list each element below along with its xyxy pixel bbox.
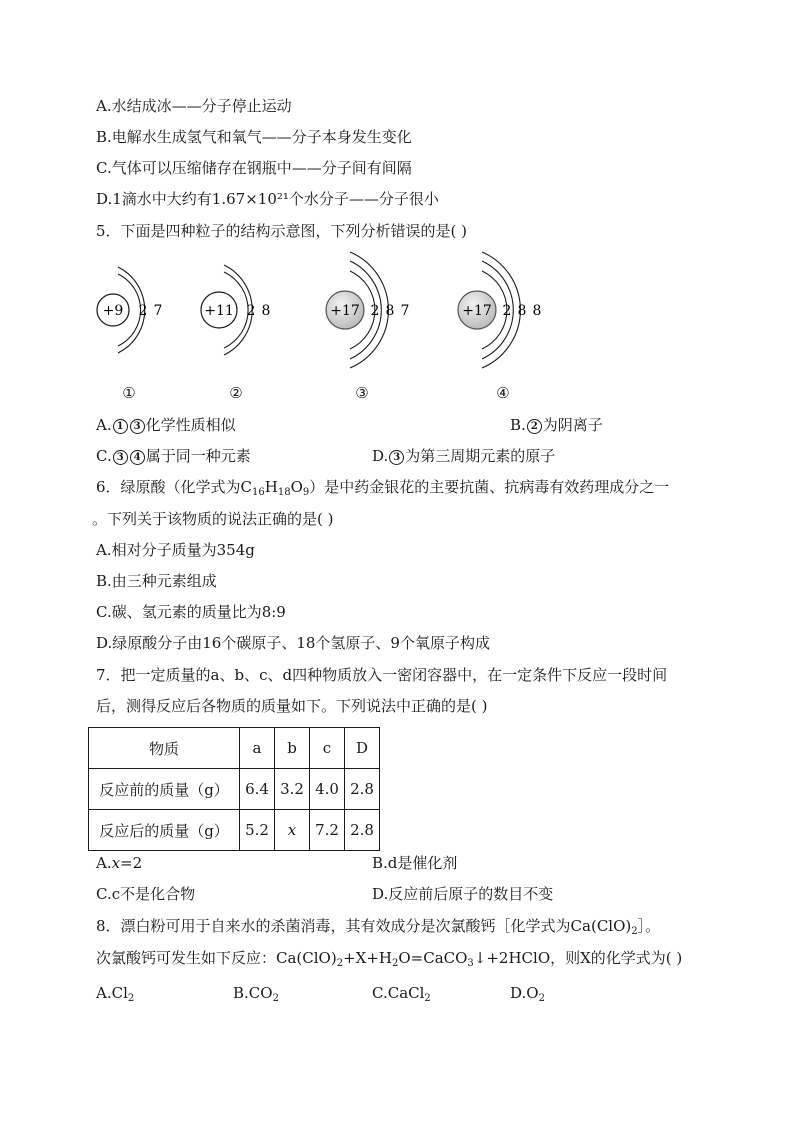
particle-2-label: ② — [229, 384, 243, 402]
q5-option-c: C. 3 4 属于同一种元素 — [96, 447, 251, 465]
particle-3-shell-3-electrons: 7 — [400, 303, 410, 319]
q7-stem-line2: 后，测得反应后各物质的质量如下。下列说法中正确的是( ) — [96, 697, 488, 715]
q5-option-a: A. 1 3 化学性质相似 — [96, 416, 236, 434]
atomic-structure-diagrams — [80, 240, 640, 400]
q4-option-a: A.水结成冰——分子停止运动 — [96, 97, 292, 115]
particle-2-shell-2-electrons: 8 — [261, 303, 271, 319]
q5-stem: 5．下面是四种粒子的结构示意图，下列分析错误的是( ) — [96, 222, 468, 240]
particle-4-label: ④ — [496, 384, 510, 402]
table-cell: 2.8 — [345, 810, 380, 851]
table-cell: 3.2 — [275, 769, 310, 810]
particle-diagrams-svg — [80, 240, 640, 380]
particle-2-nucleus-charge: +11 — [204, 303, 234, 319]
particle-3-nucleus-charge: +17 — [330, 303, 360, 319]
particle-4-shell-1-electrons: 2 — [502, 303, 512, 319]
particle-2-diagram — [201, 265, 270, 355]
circled-3: 3 — [130, 419, 145, 434]
q7-stem: 7．把一定质量的a、b、c、d四种物质放入一密闭容器中，在一定条件下反应一段时间 — [96, 666, 668, 684]
table-cell: x — [275, 810, 310, 851]
particle-1-shell-2-electrons: 7 — [153, 303, 163, 319]
particle-4-shell-2-electrons: 8 — [517, 303, 527, 319]
circled-3: 3 — [389, 450, 404, 465]
particle-3-shell-1-electrons: 2 — [370, 303, 380, 319]
q8-equation-line: 次氯酸钙可发生如下反应：$Ca(ClO)_2+X+H_2O=CaCO_3↓+2HClO$，则X的化学式为( ) — [96, 949, 683, 969]
q6-option-b: B.由三种元素组成 — [96, 572, 217, 590]
particle-4-diagram — [458, 252, 541, 368]
q5-option-b: B. 2 为阴离子 — [510, 416, 603, 434]
circled-1: 1 — [113, 419, 128, 434]
q5-option-d: D. 3 为第三周期元素的原子 — [372, 447, 556, 465]
q4-option-b: B.电解水生成氢气和氧气——分子本身发生变化 — [96, 128, 412, 146]
q6-option-d: D.绿原酸分子由16个碳原子、18个氢原子、9个氧原子构成 — [96, 634, 490, 652]
table-cell: 5.2 — [240, 810, 275, 851]
q6-option-c: C.碳、氢元素的质量比为8:9 — [96, 603, 286, 621]
table-header-cell: c — [310, 728, 345, 769]
q8-option-a: $A.Cl_2$ — [96, 984, 135, 1004]
q8-option-c: C.CaCl$_2$ — [372, 984, 431, 1004]
particle-1-shell-1-electrons: 2 — [138, 303, 148, 319]
particle-4-nucleus-charge: +17 — [462, 303, 492, 319]
q8-stem: 8．漂白粉可用于自来水的杀菌消毒，其有效成分是次氯酸钙［化学式为$Ca(ClO)_2]$。 — [96, 917, 661, 937]
q8-option-d: $D.O_2$ — [510, 984, 545, 1004]
table-header-cell: b — [275, 728, 310, 769]
particle-1-label: ① — [122, 384, 136, 402]
q7-option-a: A.x=2 — [96, 854, 143, 872]
table-row — [89, 810, 380, 851]
q4-option-c: C.气体可以压缩储存在钢瓶中——分子间有间隔 — [96, 159, 412, 177]
particle-3-diagram — [326, 252, 409, 368]
particle-2-shell-1-electrons: 2 — [246, 303, 256, 319]
circled-3: 3 — [113, 450, 128, 465]
table-header-cell: a — [240, 728, 275, 769]
table-cell: 4.0 — [310, 769, 345, 810]
q7-option-b: B.d是催化剂 — [372, 854, 458, 872]
table-cell: 6.4 — [240, 769, 275, 810]
table-row — [89, 769, 380, 810]
q6-stem: 6．绿原酸（化学式为$C_{16}H_{18}O_9$）是中药金银花的主要抗菌、抗病毒有效药理成分之一 — [96, 478, 670, 498]
circled-4: 4 — [130, 450, 145, 465]
table-header-cell: D — [345, 728, 380, 769]
table-cell: 7.2 — [310, 810, 345, 851]
table-cell: 反应后的质量（g） — [89, 810, 240, 851]
particle-3-label: ③ — [355, 384, 369, 402]
q6-option-a: A.相对分子质量为354g — [96, 541, 255, 559]
q8-option-b: $B.CO_2$ — [233, 984, 279, 1004]
particle-3-shell-2-electrons: 8 — [385, 303, 395, 319]
table-cell: 2.8 — [345, 769, 380, 810]
q4-option-d: D.1滴水中大约有1.67×10²¹个水分子——分子很小 — [96, 190, 439, 208]
particle-4-shell-3-electrons: 8 — [532, 303, 542, 319]
circled-2: 2 — [527, 419, 542, 434]
table-cell: 反应前的质量（g） — [89, 769, 240, 810]
q7-option-c: C.c不是化合物 — [96, 885, 196, 903]
particle-1-diagram — [97, 267, 162, 353]
q6-stem-line2: 。下列关于该物质的说法正确的是( ) — [92, 510, 334, 528]
table-header-cell: 物质 — [89, 728, 240, 769]
table-header-row — [89, 728, 380, 769]
q7-mass-table — [88, 727, 380, 851]
q7-option-d: D.反应前后原子的数目不变 — [372, 885, 554, 903]
particle-1-nucleus-charge: +9 — [102, 303, 124, 319]
